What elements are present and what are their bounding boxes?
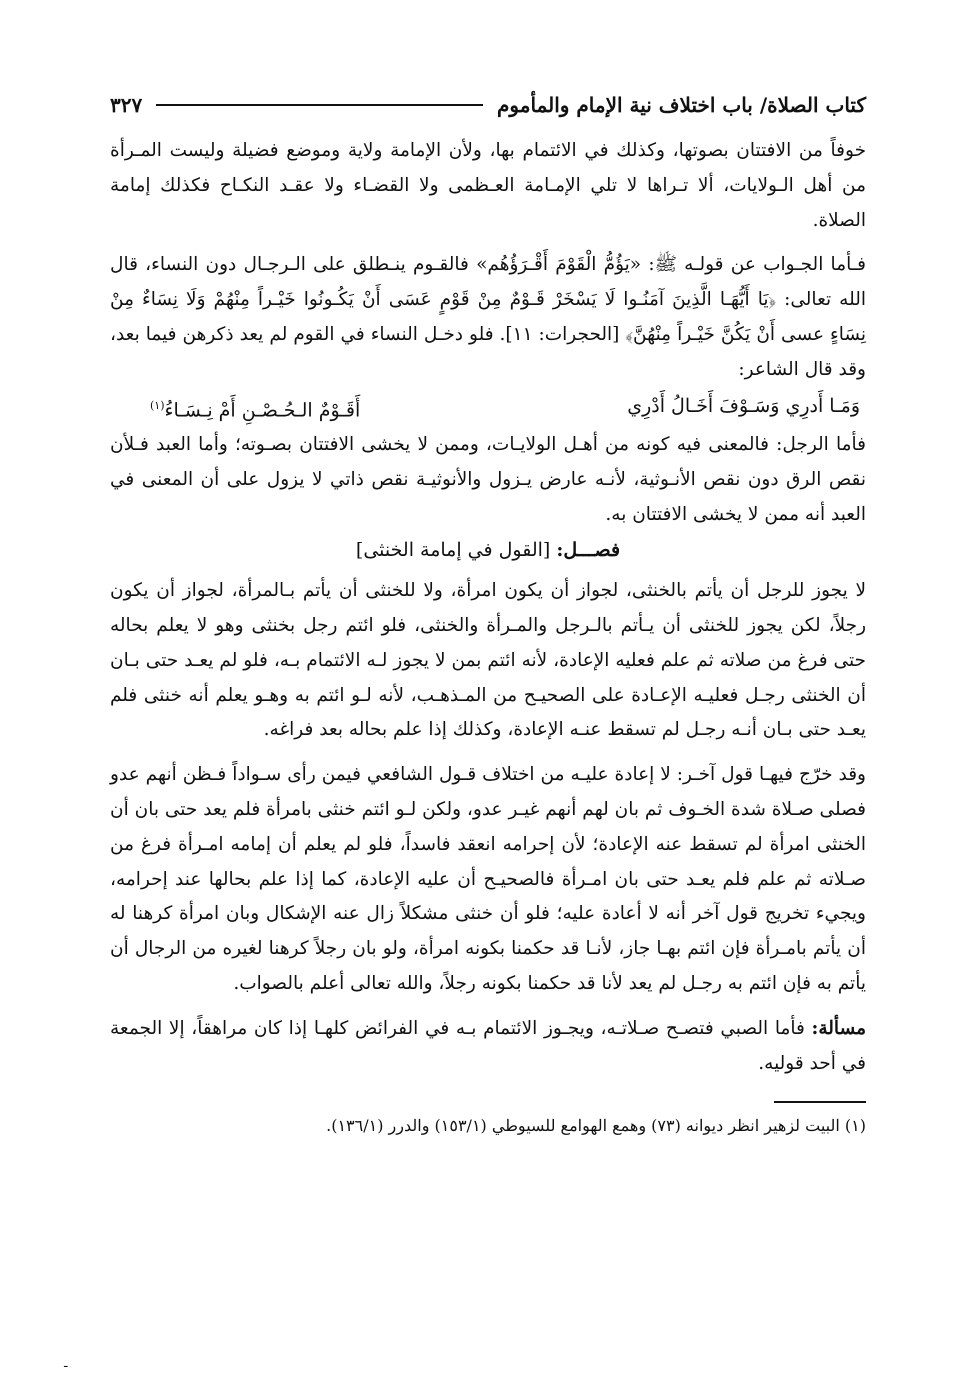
masala-label: مسألة:	[811, 1017, 866, 1039]
header-title: كتاب الصلاة/ باب اختلاف نية الإمام والمأموم	[497, 93, 866, 117]
paragraph-5: وقد خرّج فيهـا قول آخـر: لا إعادة عليـه من اختلاف قـول الشافعي فيمن رأى سـواداً فـظن أنهم عدو فصلى صـلاة شدة الخـوف ثم بان لهم أنهم غيـر عدو، ولكن لـو ائتم خنثى بامرأة فلم يعد حتى بان أن الخنثى امرأة لم تسقط عنه الإعادة؛ لأن إحرامه انعقد فاسداً، فلو لم يعلم أن إمامه امـرأة فرغ من صـلاته ثم علم فلم يعـد حتى بان امـرأة فالصحيـح أن عليه الإعادة، كما إذا علم بحالها عند إحرامه، ويجيء تخريج قول آخر أنه لا أعادة عليه؛ فلو أن خنثى مشكلاً زال عنه الإشكال وبان امرأة كرهنا له أن يأتم بامـرأة فإن ائتم بهـا جاز، لأنـا قد حكمنا بكونه امرأة، ولو بان رجلاً كرهنا لغيره من الرجال أن يأتم به فإن ائتم به رجـل لم يعد لأنا قد حكمنا بكونه رجلاً، والله تعالى أعلم بالصواب.	[110, 764, 866, 995]
page-number: ٣٢٧	[110, 93, 143, 117]
header-rule	[156, 104, 483, 106]
paragraph-1: خوفاً من الافتتان بصوتها، وكذلك في الائتمام بها، ولأن الإمامة ولاية وموضع فضيلة وليست المـرأة من أهل الـولايات، ألا تـراها لا تلي الإمـامة العـظمى ولا القضـاء ولا عقـد النكـاح فكذلك إمامة الصلاة.	[110, 140, 866, 231]
footnote-ref: (١)	[150, 398, 165, 412]
section-heading	[110, 532, 866, 568]
verse-second-text: أَقَـوْمٌ الـحُـصْـنِ أَمْ نِـسَـاءُ	[164, 398, 361, 421]
footnote: (١) البيت لزهير انظر ديوانه (٧٣) وهمع الهوامع للسيوطي (١٥٣/١) والدرر (١٣٦/١).	[326, 1116, 866, 1136]
section-label: فصـــل:	[556, 539, 621, 562]
paragraph-3: فأما الرجل: فالمعنى فيه كونه من أهـل الولايـات، وممن لا يخشى الافتتان بصـوته؛ وأما العبد فـلأن نقص الرق دون نقص الأنـوثية، لأنـه عارض يـزول والأنوثيـة نقص ذاتي لا يزول على أن المعنى في العبد أنه ممن لا يخشى الافتتان به.	[110, 433, 866, 525]
corner-mark: ـ	[64, 1356, 68, 1370]
footnote-divider	[774, 1101, 866, 1103]
masala-text: فأما الصبي فتصـح صـلاتـه، ويجـوز الائتمام بـه في الفرائض كلهـا إذا كان مراهقاً، إلا الجمعة في أحد قوليه.	[110, 1017, 866, 1074]
poetry-verse	[110, 388, 866, 428]
paragraph-4: لا يجوز للرجل أن يأتم بالخنثى، لجواز أن يكون امرأة، ولا للخنثى أن يأتم بـالمرأة، لجواز أن يكون رجلاً، لكن يجوز للخنثى أن يـأتم بالـرجل والمـرأة والخنثى، فلو ائتم رجل بخنثى وهو لا يعلم بحاله حتى فرغ من صلاته ثم علم فعليه الإعادة، لأنه ائتم بمن لا يجوز لـه الائتمام بـه، فلو لم يعـد حتى بـان أن الخنثى رجـل فعليـه الإعـادة على الصحيـح من المـذهـب، لأنه لـو ائتم به وهـو يعلم أنه خنثى فلم يعـد حتى بـان أنـه رجـل لم تسقط عنـه الإعادة، وكذلك إذا علم بحاله بعد فراغه.	[110, 580, 866, 741]
verse-second-hemistich	[150, 388, 360, 428]
paragraph-2: فـأما الجـواب عن قولـه ﷺ: «يَؤُمُّ الْقَوْمَ أَقْـرَؤُهُم» فالقـوم ينـطلق على الـرجـال دون النساء، قال الله تعالى: ﴿يَا أَيُّهَـا الَّذِينَ آمَنُـوا لَا يَسْخَرْ قَـوْمٌ مِنْ قَوْمٍ عَسَى أَنْ يَكُـونُوا خَيْـراً مِنْهُمْ وَلَا نِسَاءٌ مِنْ نِسَاءٍ عسى أَنْ يَكُنَّ خَيْـراً مِنْهُنَّ﴾ [الحجرات: ١١]. فلو دخـل النساء في القوم لم يعد ذكرهن فيما بعد، وقد قال الشاعر:	[110, 254, 866, 380]
running-header	[110, 88, 866, 122]
page-body	[110, 88, 866, 1141]
verse-first-hemistich: وَمَـا أَدرِي وَسَـوْفَ أَخَـالُ أَدْرِي	[627, 394, 860, 417]
section-title: [القول في إمامة الخنثى]	[355, 539, 551, 562]
paragraph-6	[110, 1012, 866, 1082]
